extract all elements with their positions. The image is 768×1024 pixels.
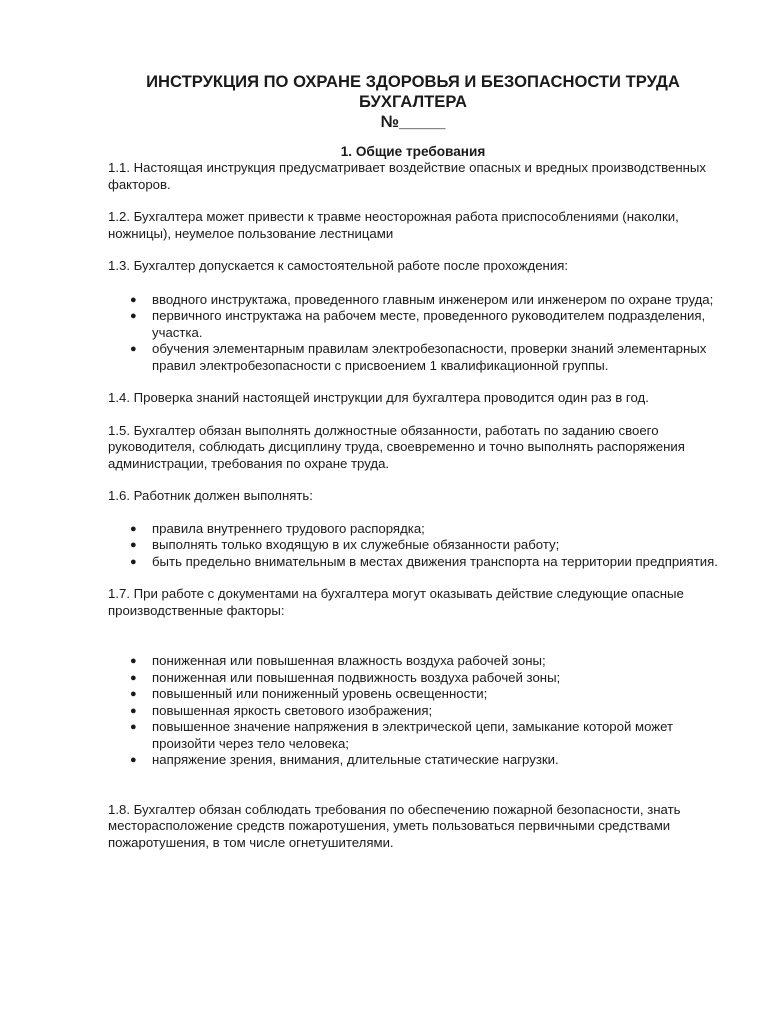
bullet-icon: ● [130,310,137,322]
list-hazard-factors [108,653,718,769]
list-item [130,752,718,769]
list-item [130,341,718,374]
list-item-text: повышенное значение напряжения в электрической цепи, замыкание которой может произойти через тело человека; [152,719,674,751]
title-line-2: БУХГАЛТЕРА [359,92,467,111]
list-item-text: первичного инструктажа на рабочем месте, проведенного руководителем подразделения, участка. [152,308,706,340]
bullet-icon: ● [130,655,137,667]
bullet-icon: ● [130,522,137,535]
list-item [130,520,718,538]
section-heading-general: 1. Общие требования [340,144,486,159]
paragraph-1-4: 1.4. Проверка знаний настоящей инструкции для бухгалтера проводится один раз в год. [108,390,649,405]
bullet-icon: ● [130,688,137,700]
list-item-text: вводного инструктажа, проведенного главным инженером или инженером по охране труда; [152,291,714,307]
document-page [108,72,718,851]
paragraph-1-3: 1.3. Бухгалтер допускается к самостоятельной работе после прохождения: [108,258,569,273]
paragraph-1-6: 1.6. Работник должен выполнять: [108,488,313,503]
bullet-icon: ● [130,754,137,766]
bullet-icon: ● [130,704,137,717]
list-item [130,291,718,309]
list-item [130,308,718,341]
list-item [130,719,718,752]
list-item [130,653,718,670]
list-admission-requirements [108,292,718,375]
paragraph-1-2: 1.2. Бухгалтера может привести к травме неосторожная работа приспособлениями (наколки, ножницы), неумелое пользование лестницами [108,209,679,241]
list-item [130,537,718,554]
paragraph-1-8: 1.8. Бухгалтер обязан соблюдать требования по обеспечению пожарной безопасности, знать месторасположение средств пожаротушения, уметь пользоваться первичными средствами пожаротушения, в том числе огнетушителями. [108,801,681,850]
title-line-3: №_____ [380,112,446,131]
bullet-icon: ● [130,671,137,684]
list-item [130,553,718,571]
list-item-text: напряжение зрения, внимания, длительные статические нагрузки. [152,752,559,767]
list-item-text: повышенный или пониженный уровень освещенности; [152,686,488,701]
list-item [130,702,718,720]
list-item-text: пониженная или повышенная подвижность воздуха рабочей зоны; [152,669,561,685]
list-item-text: быть предельно внимательным в местах движения транспорта на территории предприятия. [152,553,718,569]
list-item-text: выполнять только входящую в их служебные обязанности работу; [152,537,560,552]
bullet-icon: ● [130,721,137,733]
title-line-1: ИНСТРУКЦИЯ ПО ОХРАНЕ ЗДОРОВЬЯ И БЕЗОПАСНОСТИ ТРУДА [146,72,680,91]
bullet-icon: ● [130,343,137,355]
bullet-icon: ● [130,555,137,568]
list-worker-duties [108,521,718,571]
bullet-icon: ● [130,293,137,306]
paragraph-1-1: 1.1. Настоящая инструкция предусматривает воздействие опасных и вредных производственных факторов. [108,160,706,192]
document-title [108,72,718,132]
bullet-icon: ● [130,539,137,551]
list-item-text: повышенная яркость светового изображения; [152,702,433,718]
list-item-text: обучения элементарным правилам электробезопасности, проверки знаний элементарных правил электробезопасности с присвоением 1 квалификационной группы. [152,341,707,373]
list-item [130,669,718,687]
paragraph-1-5: 1.5. Бухгалтер обязан выполнять должностные обязанности, работать по заданию своего руководителя, соблюдать дисциплину труда, своевременно и точно выполнять распоряжения администрации, требования по охране труда. [108,422,685,471]
paragraph-1-7: 1.7. При работе с документами на бухгалтера могут оказывать действие следующие опасные производственные факторы: [108,586,684,618]
list-item [130,686,718,703]
list-item-text: правила внутреннего трудового распорядка; [152,520,425,536]
list-item-text: пониженная или повышенная влажность воздуха рабочей зоны; [152,653,546,668]
